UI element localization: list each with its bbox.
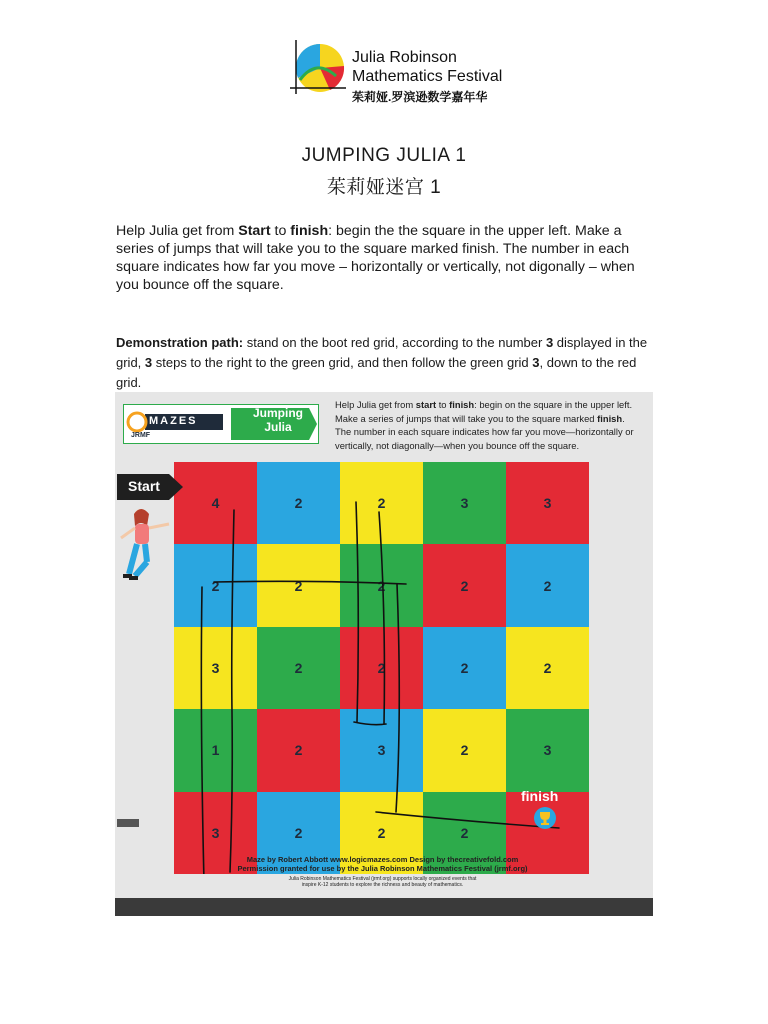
finish-label: finish (521, 788, 559, 804)
grid-cell: 2 (257, 709, 340, 791)
intro-paragraph: Help Julia get from Start to finish: begin the the square in the upper left. Make a series of jumps that will take you to the square marked finish. The number in each square indicates how far you move – horizontally or vertically, not digonally – when you bounce off the square. (116, 223, 635, 293)
grid-cell: 2 (257, 792, 340, 874)
grid-cell: 2 (257, 462, 340, 544)
path-stroke-3 (214, 581, 406, 584)
image-bottom-strip (115, 898, 653, 916)
org-name-chinese: 茱莉娅.罗滨逊数学嘉年华 (352, 90, 488, 104)
credit-line-1: Maze by Robert Abbott www.logicmazes.com Design by thecreativefold.com (246, 855, 519, 864)
grid-cell: 2 (340, 792, 423, 874)
grid-cell: 3 (340, 709, 423, 791)
grid-cell: 1 (174, 709, 257, 791)
grid-cell: 3 (506, 462, 589, 544)
puzzle-instructions: Help Julia get from start to finish: begin on the square in the upper left. Make a series of jumps that will take you to the square marked finish. The number in each square indicates how far you move—horizontally or vertically, not diagonally—when you bounce off the square. (335, 399, 634, 451)
grid-cell: 2 (340, 462, 423, 544)
path-stroke-6 (396, 584, 399, 812)
grid-cell: 3 (174, 627, 257, 709)
path-stroke-1 (230, 510, 234, 872)
credit-line-4: inspire K-12 students to explore the richness and beauty of mathematics. (301, 882, 464, 888)
grid-cell: 3 (423, 462, 506, 544)
path-stroke-7 (354, 722, 386, 725)
grid-cell: 3 (506, 709, 589, 791)
grid-cell: 2 (340, 544, 423, 626)
grid-cell: 2 (257, 544, 340, 626)
start-label: Start (128, 478, 160, 494)
jrmf-mini-label: JRMF (131, 432, 151, 439)
julia-character-icon (117, 502, 173, 594)
mazes-brand-text: MAZES (149, 415, 198, 427)
trophy-icon (533, 806, 557, 830)
jrmf-logo-icon (286, 36, 350, 100)
grid-cell: 2 (257, 627, 340, 709)
org-name-line2: Mathematics Festival (352, 68, 503, 85)
credit-line-3: Julia Robinson Mathematics Festival (jrmf.org) supports locally organized events that (288, 876, 477, 882)
path-stroke-5 (379, 512, 384, 724)
page-title: JUMPING JULIA 1 (301, 145, 467, 166)
creative-commons-badge-icon (117, 819, 139, 827)
puzzle-name-line1: Jumping (253, 406, 303, 420)
path-stroke-8 (376, 812, 559, 828)
hand-drawn-path (174, 462, 589, 874)
grid-cell: 2 (423, 792, 506, 874)
puzzle-name-line2: Julia (264, 420, 292, 434)
grid-cell: 3 (174, 792, 257, 874)
path-stroke-4 (356, 502, 358, 722)
path-stroke-2 (201, 587, 204, 874)
grid-cell: 2 (506, 544, 589, 626)
page-title-chinese: 茱莉娅迷宫 1 (326, 177, 442, 198)
grid-cell: 2 (506, 627, 589, 709)
grid-cell: 2 (174, 544, 257, 626)
org-name-line1: Julia Robinson (352, 49, 457, 66)
demo-paragraph: Demonstration path: stand on the boot red grid, according to the number 3 displayed in the grid, 3 steps to the right to the green grid, and then follow the green grid 3, down to the red grid. (116, 335, 648, 390)
grid-cell: 2 (423, 709, 506, 791)
grid-cell: 2 (423, 627, 506, 709)
grid-cell: 2 (423, 544, 506, 626)
credit-line-2: Permission granted for use by the Julia Robinson Mathematics Festival (jrmf.org) (237, 864, 528, 873)
grid-cell: 4 (174, 462, 257, 544)
grid-cell: 2 (340, 627, 423, 709)
maze-puzzle-image (115, 392, 653, 916)
